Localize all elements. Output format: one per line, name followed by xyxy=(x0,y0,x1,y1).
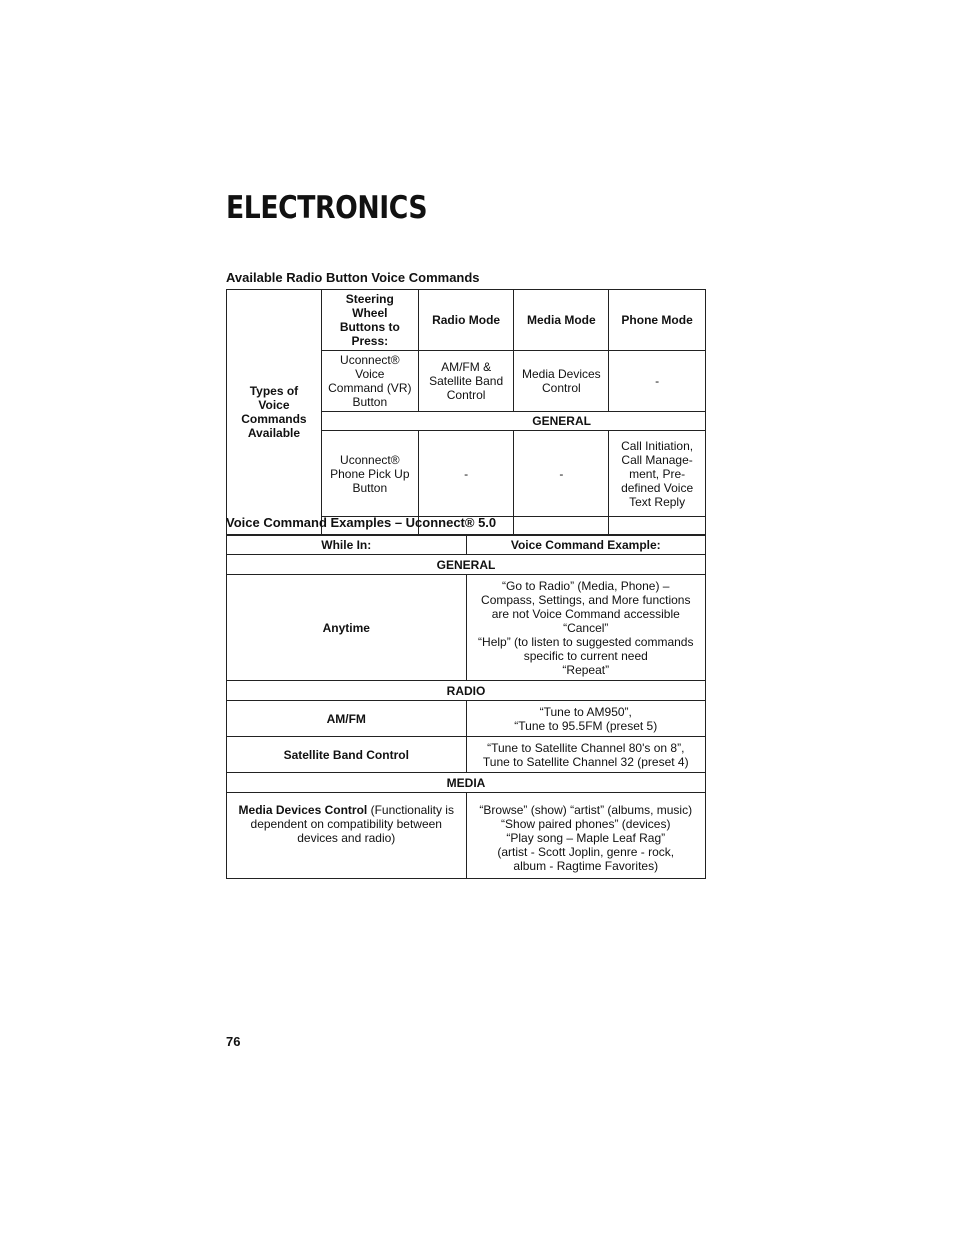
vr-button-cell: Uconnect® Voice Command (VR) Button xyxy=(321,351,418,412)
col-header-voice-command-example: Voice Command Example: xyxy=(466,536,705,555)
satellite-band-examples: “Tune to Satellite Channel 80's on 8”, Tune to Satellite Channel 32 (preset 4) xyxy=(466,737,705,773)
media-devices-examples: “Browse” (show) “artist” (albums, music) “Show paired phones” (devices) “Play song – Maple Leaf Rag” (artist - Scott Joplin, genre - rock, album - Ragtime Favorites) xyxy=(466,793,705,879)
amfm-examples: “Tune to AM950”, “Tune to 95.5FM (preset 5) xyxy=(466,701,705,737)
media-devices-cell xyxy=(227,793,467,879)
media-devices-note: (Functionality is dependent on compatibility between devices and radio) xyxy=(250,803,454,845)
amfm-label: AM/FM xyxy=(227,701,467,737)
col-header-while-in: While In: xyxy=(227,536,467,555)
phone-pickup-button-cell: Uconnect® Phone Pick Up Button xyxy=(321,431,418,517)
anytime-label: Anytime xyxy=(227,575,467,681)
vr-radio-mode-cell: AM/FM & Satellite Band Control xyxy=(418,351,514,412)
satellite-band-label: Satellite Band Control xyxy=(227,737,467,773)
col-header-steering-wheel-buttons: Steering Wheel Buttons to Press: xyxy=(321,290,418,351)
section-title: ELECTRONICS xyxy=(226,190,428,226)
phone-pickup-phone-mode-cell: Call Initiation, Call Manage- ment, Pre- defined Voice Text Reply xyxy=(609,431,706,517)
voice-command-examples-table xyxy=(226,535,706,879)
general-row-label: GENERAL xyxy=(418,412,705,431)
col-header-radio-mode: Radio Mode xyxy=(418,290,514,351)
phone-pickup-media-mode-cell: - xyxy=(514,431,609,517)
voice-command-examples-title: Voice Command Examples – Uconnect® 5.0 xyxy=(226,515,497,530)
col-header-media-mode: Media Mode xyxy=(514,290,609,351)
radio-commands-table-title: Available Radio Button Voice Commands xyxy=(226,270,480,285)
col-header-phone-mode: Phone Mode xyxy=(609,290,706,351)
vr-phone-mode-cell: - xyxy=(609,351,706,412)
types-of-voice-commands-header: Types of Voice Commands Available xyxy=(227,290,322,535)
vr-media-mode-cell: Media Devices Control xyxy=(514,351,609,412)
general-section-label: GENERAL xyxy=(227,555,706,575)
radio-button-voice-commands-table xyxy=(226,289,706,535)
media-devices-label: Media Devices Control xyxy=(238,803,368,817)
phone-pickup-radio-mode-cell: - xyxy=(418,431,514,517)
anytime-examples: “Go to Radio” (Media, Phone) – Compass, Settings, and More functions are not Voice Command accessible “Cancel” “Help” (to listen to suggested commands specific to current need “Repeat” xyxy=(466,575,705,681)
radio-section-label: RADIO xyxy=(227,681,706,701)
page-number: 76 xyxy=(226,1034,241,1049)
media-section-label: MEDIA xyxy=(227,773,706,793)
